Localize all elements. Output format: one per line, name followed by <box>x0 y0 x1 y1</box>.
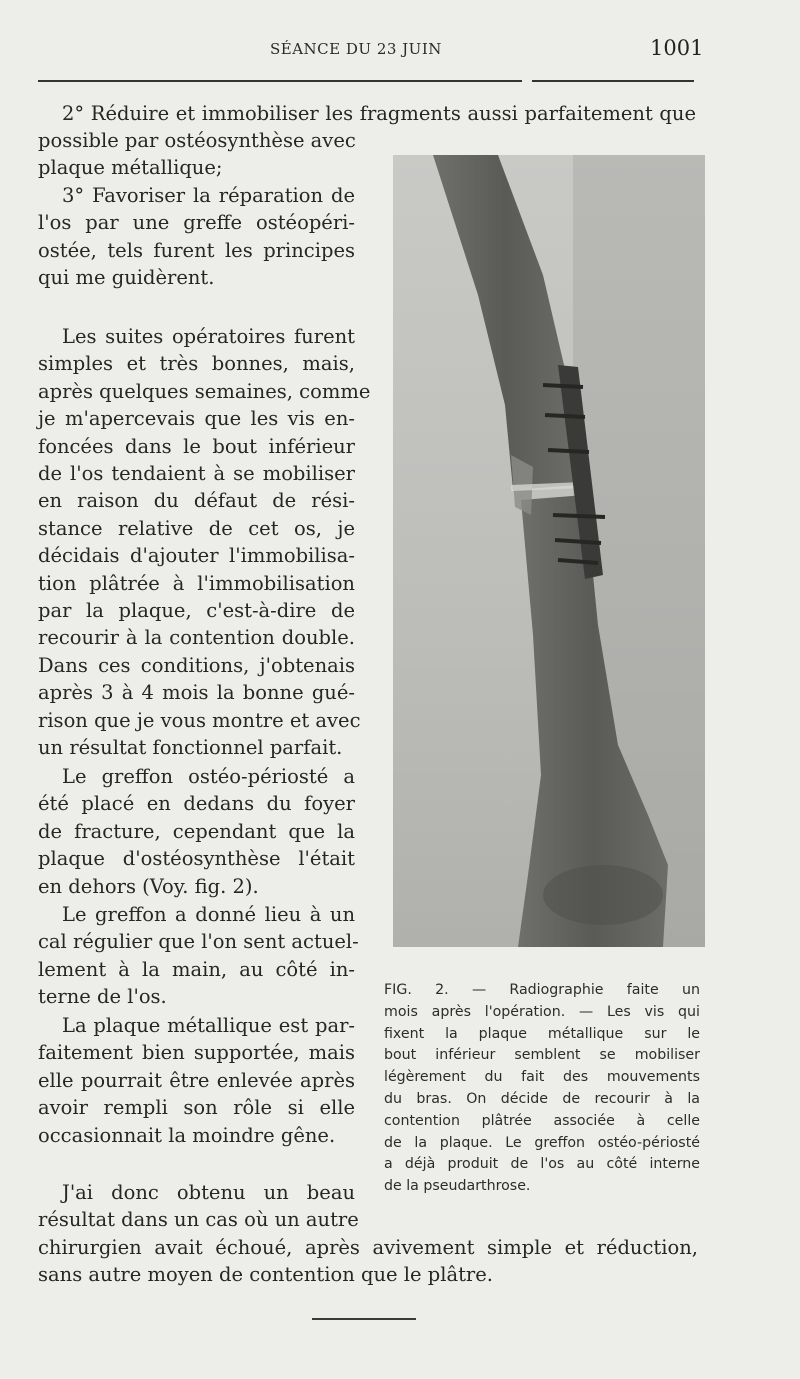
page-number: 1001 <box>650 36 704 60</box>
text-line: rison que je vous montre et avec <box>38 708 361 732</box>
text-line: de l'os tendaient à se mobiliser <box>38 462 355 486</box>
text-line: Le greffon ostéo-périosté a <box>62 765 355 788</box>
paragraph <box>38 1234 698 1289</box>
text-line: été placé en dedans du foyer <box>38 792 355 816</box>
text-line: Le greffon a donné lieu à un <box>62 903 355 926</box>
text-line: avoir rempli son rôle si elle <box>38 1096 355 1120</box>
text-line: La plaque métallique est par- <box>62 1014 355 1037</box>
text-line: après quelques semaines, comme <box>38 379 371 403</box>
caption-line: a déjà produit de l'os au côté interne <box>384 1156 700 1173</box>
paragraph <box>38 901 359 1011</box>
paragraph <box>38 763 355 900</box>
text-line: simples et très bonnes, mais, <box>38 352 355 376</box>
text-line: Les suites opératoires furent <box>62 325 355 348</box>
text-line: de fracture, cependant que la <box>38 819 355 843</box>
text-line: 2° Réduire et immobiliser les fragments aussi parfaitement que <box>62 102 696 125</box>
paragraph <box>38 100 696 127</box>
caption-line: bout inférieur semblent se mobiliser <box>384 1047 700 1064</box>
text-line: après 3 à 4 mois la bonne gué- <box>38 681 355 705</box>
running-head: SÉANCE DU 23 JUIN <box>270 40 442 58</box>
caption-line: contention plâtrée associée à celle <box>384 1112 700 1129</box>
text-line: en dehors (Voy. fig. 2). <box>38 874 259 898</box>
caption-line: de la plaque. Le greffon ostéo-périosté <box>384 1134 700 1151</box>
caption-line: fixent la plaque métallique sur le <box>384 1025 700 1042</box>
caption-line: de la pseudarthrose. <box>384 1178 531 1195</box>
radiograph-figure <box>393 155 705 947</box>
text-line: qui me guidèrent. <box>38 266 215 290</box>
caption-line: mois après l'opération. — Les vis qui <box>384 1003 700 1020</box>
text-line: stance relative de cet os, je <box>38 516 355 540</box>
text-line: ostée, tels furent les principes <box>38 238 355 262</box>
page-header <box>0 36 800 66</box>
header-rule <box>532 80 694 82</box>
text-line: J'ai donc obtenu un beau <box>62 1181 355 1204</box>
text-line: terne de l'os. <box>38 985 167 1009</box>
paragraph <box>38 182 355 292</box>
paragraph <box>38 323 371 762</box>
text-line: résultat dans un cas où un autre <box>38 1208 359 1232</box>
text-line: décidais d'ajouter l'immobilisa- <box>38 544 355 568</box>
text-line: je m'apercevais que les vis en- <box>38 407 355 431</box>
bottom-rule <box>312 1318 416 1320</box>
text-line: plaque d'ostéosynthèse l'était <box>38 847 355 871</box>
text-line: foncées dans le bout inférieur <box>38 434 355 458</box>
text-line: plaque métallique; <box>38 156 223 180</box>
text-line: en raison du défaut de rési- <box>38 489 355 513</box>
text-line: sans autre moyen de contention que le plâtre. <box>38 1263 493 1287</box>
caption-line: FIG. 2. — Radiographie faite un <box>384 982 700 998</box>
text-line: elle pourrait être enlevée après <box>38 1068 355 1092</box>
text-line: un résultat fonctionnel parfait. <box>38 736 343 760</box>
text-line: tion plâtrée à l'immobilisation <box>38 571 355 595</box>
text-line: cal régulier que l'on sent actuel- <box>38 930 359 954</box>
text-line: lement à la main, au côté in- <box>38 957 355 981</box>
text-line: par la plaque, c'est-à-dire de <box>38 599 355 623</box>
paragraph <box>38 1179 359 1234</box>
header-rule <box>38 80 522 82</box>
radiograph-image <box>393 155 705 947</box>
text-line: l'os par une greffe ostéopéri- <box>38 211 355 235</box>
figure-caption <box>384 980 700 1198</box>
caption-line: du bras. On décide de recourir à la <box>384 1090 700 1107</box>
text-line: recourir à la contention double. <box>38 626 355 650</box>
text-line: occasionnait la moindre gêne. <box>38 1123 336 1147</box>
text-line: chirurgien avait échoué, après avivement simple et réduction, <box>38 1236 698 1259</box>
paragraph <box>38 127 355 182</box>
text-line: possible par ostéosynthèse avec <box>38 129 356 152</box>
text-line: 3° Favoriser la réparation de <box>62 184 355 207</box>
caption-line: légèrement du fait des mouvements <box>384 1069 700 1086</box>
text-line: faitement bien supportée, mais <box>38 1041 355 1065</box>
fracture-line <box>511 485 583 488</box>
paragraph <box>38 1012 355 1149</box>
text-line: Dans ces conditions, j'obtenais <box>38 653 355 677</box>
